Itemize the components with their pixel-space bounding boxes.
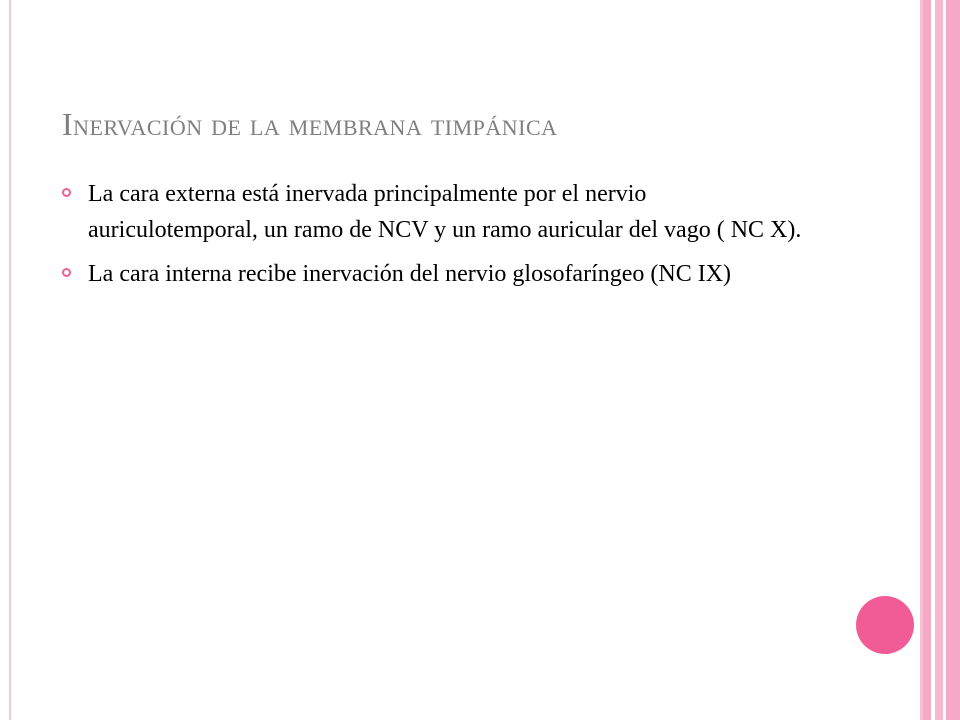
decorative-stripe [923,0,931,720]
bullet-item [62,176,822,248]
bullet-text: La cara externa está inervada principalmente por el nervio auriculotemporal, un ramo de NCV y un ramo auricular del vago ( NC X). [88,181,802,243]
bullet-item [62,256,822,292]
decorative-stripe [946,0,960,720]
slide-title: Inervación de la membrana timpánica [62,106,558,142]
left-decorative-rule [9,0,11,720]
accent-circle-decoration [856,596,914,654]
decorative-stripe [935,0,943,720]
bullet-text: La cara interna recibe inervación del nervio glosofaríngeo (NC IX) [88,261,732,287]
bullet-list [62,176,822,300]
circle-bullet-icon [62,188,71,197]
circle-bullet-icon [62,268,71,277]
